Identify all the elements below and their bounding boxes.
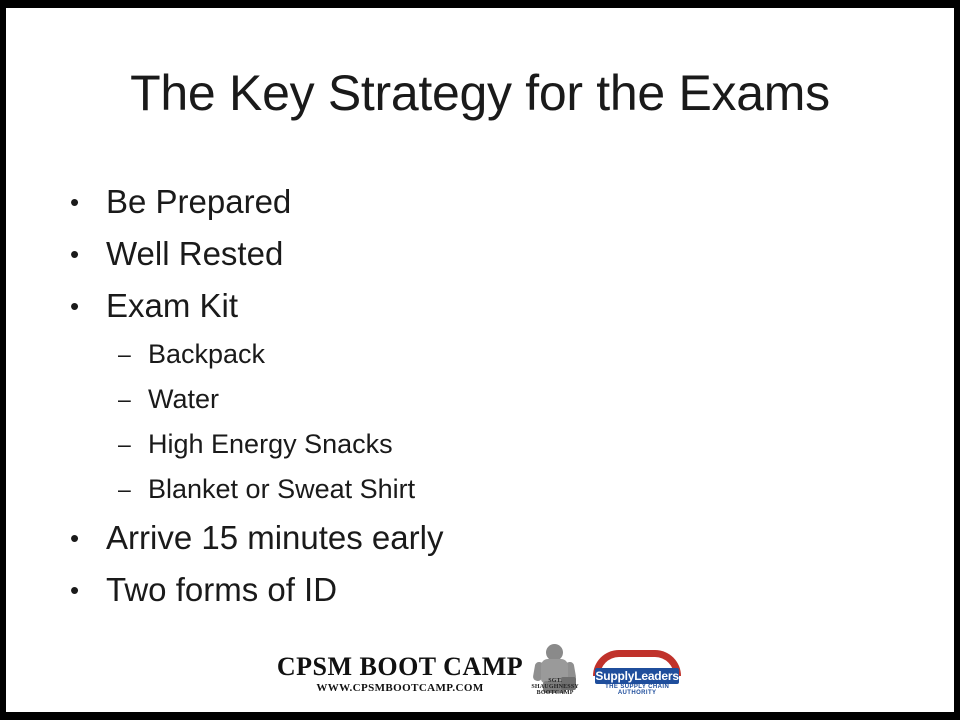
slide-canvas	[6, 8, 954, 712]
cpsm-bootcamp-logo	[277, 654, 523, 694]
bullet-marker-icon: •	[70, 187, 80, 217]
bullet-marker-icon: –	[118, 431, 131, 457]
list-item-label: Water	[148, 384, 220, 414]
cpsm-brand-name: CPSM BOOT CAMP	[276, 652, 524, 681]
bullet-marker-icon: –	[118, 476, 131, 502]
list-item	[58, 377, 918, 422]
list-item	[58, 467, 918, 512]
supplyleaders-logo	[591, 648, 683, 694]
list-item-label: Backpack	[148, 339, 266, 369]
list-item	[58, 280, 918, 332]
bullet-marker-icon: –	[118, 341, 131, 367]
list-item-label: Arrive 15 minutes early	[106, 519, 444, 556]
bullet-marker-icon: –	[118, 386, 131, 412]
list-item-label: Be Prepared	[106, 183, 292, 220]
bullet-list	[58, 176, 918, 616]
cpsm-brand-url: WWW.CPSMBOOTCAMP.COM	[316, 682, 484, 694]
bullet-marker-icon: •	[70, 291, 80, 321]
page-title: The Key Strategy for the Exams	[130, 65, 830, 121]
list-item	[58, 512, 918, 564]
list-item	[58, 332, 918, 377]
list-item-label: Exam Kit	[106, 287, 239, 324]
footer-logo-strip	[6, 644, 954, 694]
supplyleaders-tagline: THE SUPPLY CHAIN AUTHORITY	[605, 684, 670, 696]
bullet-marker-icon: •	[70, 239, 80, 269]
list-item	[58, 422, 918, 467]
supplyleaders-name: SupplyLeaders	[595, 669, 679, 683]
mascot-caption: SGT. SHAUGHNESSY BOOTCAMP	[531, 678, 579, 696]
drill-sergeant-mascot-icon	[533, 644, 577, 694]
list-item-label: Well Rested	[106, 235, 284, 272]
list-item	[58, 228, 918, 280]
list-item	[58, 176, 918, 228]
list-item-label: Blanket or Sweat Shirt	[148, 474, 416, 504]
list-item	[58, 564, 918, 616]
bullet-marker-icon: •	[70, 523, 80, 553]
list-item-label: High Energy Snacks	[148, 429, 393, 459]
list-item-label: Two forms of ID	[106, 571, 338, 608]
bullet-marker-icon: •	[70, 575, 80, 605]
